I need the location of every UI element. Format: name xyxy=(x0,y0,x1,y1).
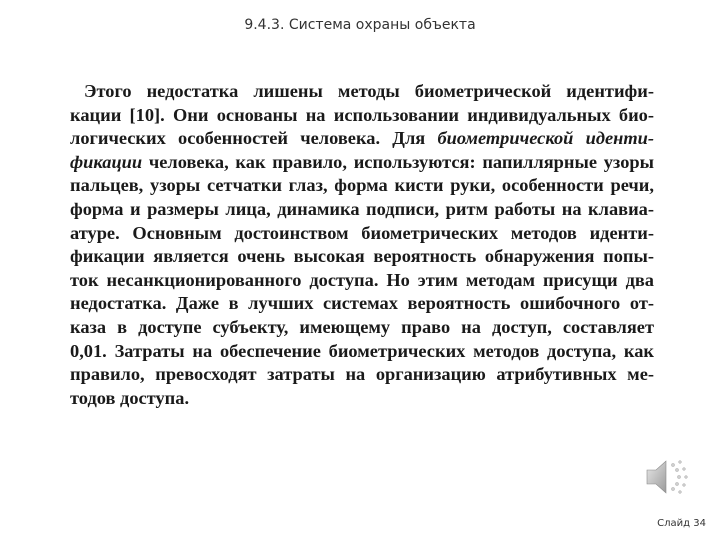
text-line: тодов доступа. xyxy=(70,387,190,408)
text-line: логических особенностей человека. Для биометрической иденти- xyxy=(70,128,654,149)
text-line: атуре. Основным достоинством биометрических методов иденти- xyxy=(70,222,654,243)
text-line: правило, превосходят затраты на организацию атрибутивных ме- xyxy=(70,364,654,385)
text-line: кации [10]. Они основаны на использовании индивидуальных био- xyxy=(70,104,654,125)
text-line: фикации человека, как правило, используются: папиллярные узоры xyxy=(70,151,654,172)
italic-term: биометрической иденти- xyxy=(437,128,654,149)
text-line: пальцев, узоры сетчатки глаз, форма кисти руки, особенности речи, xyxy=(70,175,654,196)
speaker-icon[interactable] xyxy=(643,455,691,499)
text-line: недостатка. Даже в лучших системах вероятность ошибочного от- xyxy=(70,293,654,314)
text-line: ток несанкционированного доступа. Но этим методам присущи два xyxy=(70,269,654,290)
scanned-text-block xyxy=(70,80,654,410)
slide-number: Слайд 34 xyxy=(657,518,706,529)
italic-term: фикации xyxy=(70,151,143,172)
text-line: каза в доступе субъекту, имеющему право на доступ, составляет xyxy=(70,316,654,337)
text-line: форма и размеры лица, динамика подписи, ритм работы на клавиа- xyxy=(70,198,654,219)
slide-title: 9.4.3. Система охраны объекта xyxy=(244,17,476,33)
text-line: Этого недостатка лишены методы биометрической идентифи- xyxy=(84,81,654,101)
text-line: фикации является очень высокая вероятность обнаружения попы- xyxy=(70,246,654,267)
text-line: 0,01. Затраты на обеспечение биометрических методов доступа, как xyxy=(70,340,654,361)
